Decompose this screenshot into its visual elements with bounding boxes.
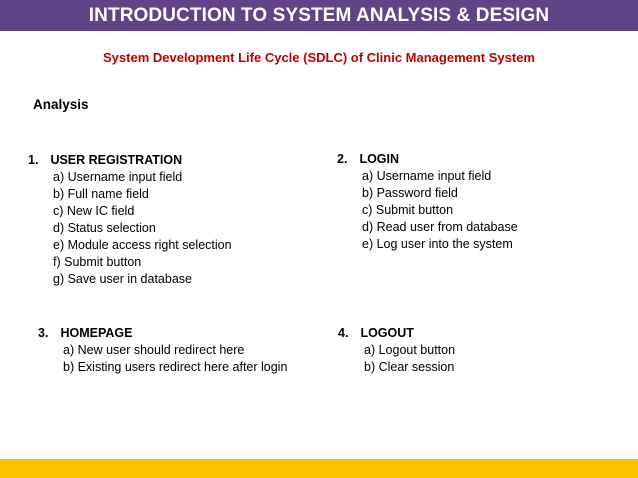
list-item: b) Clear session (364, 360, 455, 374)
list-item: g) Save user in database (53, 272, 192, 286)
list-item: c) Submit button (362, 203, 454, 217)
section-title-text: LOGOUT (360, 326, 414, 340)
section-title (28, 152, 232, 169)
section-login (337, 151, 518, 253)
section-title-text: HOMEPAGE (60, 326, 133, 340)
footer-bar (0, 459, 638, 478)
list-item: a) New user should redirect here (63, 343, 245, 357)
list-item: b) Existing users redirect here after login (63, 360, 288, 374)
section-number: 3. (38, 326, 49, 340)
section-title-text: LOGIN (359, 152, 400, 166)
section-title (338, 325, 455, 342)
list-item: c) New IC field (53, 204, 135, 218)
section-number: 2. (337, 152, 348, 166)
list-item: a) Logout button (364, 343, 456, 357)
list-item: e) Log user into the system (362, 237, 513, 251)
requirement-list (337, 168, 518, 253)
list-item: a) Username input field (362, 169, 492, 183)
section-homepage (38, 325, 287, 376)
section-title (337, 151, 518, 168)
list-item: d) Read user from database (362, 220, 518, 234)
requirement-list (338, 342, 455, 376)
list-item: e) Module access right selection (53, 238, 232, 252)
section-user-registration (28, 152, 232, 288)
section-logout (338, 325, 455, 376)
requirement-list (28, 169, 232, 288)
section-title-text: USER REGISTRATION (50, 153, 183, 167)
slide-title: INTRODUCTION TO SYSTEM ANALYSIS & DESIGN (88, 4, 550, 26)
section-number: 1. (28, 153, 39, 167)
analysis-heading: Analysis (33, 97, 89, 112)
list-item: d) Status selection (53, 221, 156, 235)
list-item: b) Password field (362, 186, 458, 200)
slide-subtitle: System Development Life Cycle (SDLC) of Clinic Management System (103, 50, 535, 65)
section-number: 4. (338, 326, 349, 340)
requirement-list (38, 342, 287, 376)
slide-header-bar (0, 0, 638, 31)
section-title (38, 325, 287, 342)
list-item: b) Full name field (53, 187, 149, 201)
list-item: f) Submit button (53, 255, 142, 269)
list-item: a) Username input field (53, 170, 183, 184)
